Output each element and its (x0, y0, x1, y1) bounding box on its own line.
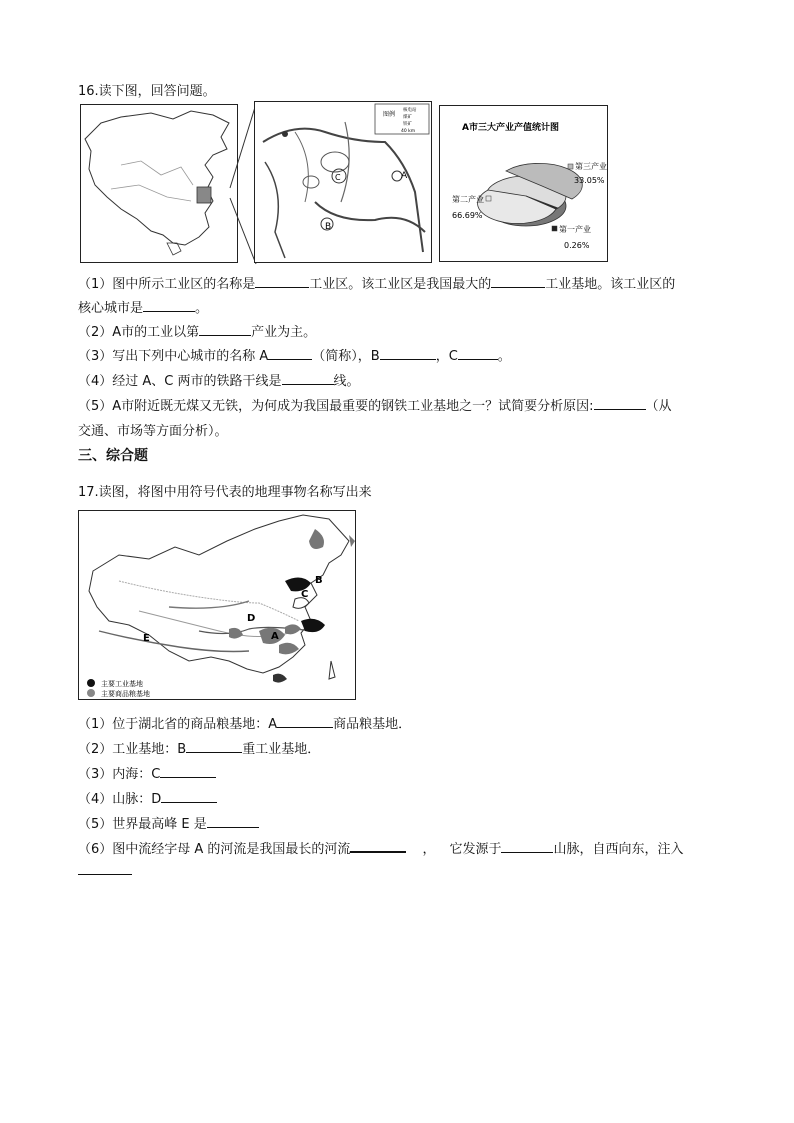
q17-4a: （4）山脉：D (78, 792, 162, 807)
q16-5a: （5）A市附近既无煤又无铁，为何成为我国最重要的钢铁工业基地之一？试简要分析原因: (78, 399, 594, 414)
q16-title: 16.读下图，回答问题。 (78, 84, 216, 99)
pie-chart-figure (439, 105, 608, 262)
legend-item-2: 煤矿 (403, 115, 412, 120)
q16-line-1 (78, 273, 675, 292)
answer-blank[interactable] (199, 323, 251, 336)
q16-1e: 。 (195, 301, 209, 316)
q17-line-7 (78, 862, 132, 879)
answer-blank[interactable] (491, 275, 545, 288)
answer-blank[interactable] (458, 347, 498, 360)
answer-blank[interactable] (186, 740, 242, 753)
legend-first: 第一产业 (559, 225, 591, 234)
value-third: 33.05% (574, 176, 605, 185)
legend-industry: 主要工业基地 (101, 680, 143, 688)
q16-line-4 (78, 345, 511, 364)
q16-line-3 (78, 321, 316, 340)
answer-blank[interactable] (160, 765, 216, 778)
answer-blank[interactable] (282, 372, 334, 385)
label-c: C (335, 173, 341, 182)
q17-line-5 (78, 813, 259, 832)
legend-third: 第三产业 (575, 162, 607, 171)
q17-6c: 它发源于 (449, 842, 502, 857)
q17-3a: （3）内海：C (78, 767, 161, 782)
q16-5c: 交通、市场等方面分析）。 (78, 424, 228, 439)
q16-line-5 (78, 370, 360, 389)
q16-2b: 产业为主。 (251, 325, 317, 340)
q16-1a: （1）图中所示工业区的名称是 (78, 277, 256, 292)
q16-line-7 (78, 420, 228, 439)
q17-2a: （2）工业基地：B (78, 742, 187, 757)
china-resource-map (78, 510, 356, 700)
legend-item-1: 核电站 (403, 108, 417, 113)
value-second: 66.69% (452, 211, 483, 220)
q16-5b: （从 (645, 399, 672, 414)
answer-blank[interactable] (277, 715, 333, 728)
q17-line-2 (78, 738, 320, 757)
q16-1b: 工业区。该工业区是我国最大的 (309, 277, 492, 292)
q16-4b: 线。 (333, 374, 360, 389)
q17-line-4 (78, 788, 217, 807)
q16-3b: （简称），B (312, 349, 380, 364)
q17-line-6 (78, 838, 683, 857)
answer-blank[interactable] (207, 815, 259, 828)
legend-title: 图例 (383, 111, 396, 118)
answer-blank[interactable] (380, 347, 436, 360)
q17-title: 17.读图，将图中用符号代表的地理事物名称写出来 (78, 485, 372, 500)
legend-item-3: 铁矿 (403, 122, 412, 127)
answer-blank[interactable] (255, 275, 309, 288)
q16-1d: 核心城市是 (78, 301, 144, 316)
scale-label: 40 km (401, 129, 416, 134)
section-heading: 三、综合题 (78, 448, 148, 464)
q17-line-3 (78, 763, 216, 782)
q16-3c: ，C (435, 349, 458, 364)
value-first: 0.26% (564, 241, 590, 250)
china-map-figure (80, 104, 238, 263)
q17-1a: （1）位于湖北省的商品粮基地：A (78, 717, 278, 732)
q17-1b: 商品粮基地． (333, 717, 412, 732)
q16-2a: （2）A市的工业以第 (78, 325, 200, 340)
q16-line-6 (78, 395, 672, 414)
q17-line-1 (78, 713, 411, 732)
q16-line-2 (78, 297, 208, 316)
q17-2b: 重工业基地． (242, 742, 321, 757)
answer-blank[interactable] (78, 862, 132, 875)
label-a: A (401, 171, 408, 181)
q16-3d: 。 (497, 349, 511, 364)
inset-map-figure (254, 101, 432, 263)
q17-6d: 山脉，自西向东，注入 (553, 842, 684, 857)
map-label-e: E (143, 633, 150, 644)
answer-blank[interactable] (143, 299, 195, 312)
map-label-c: C (301, 589, 309, 600)
q17-6a: （6）图中流经字母 A 的河流是我国最长的河流 (78, 842, 351, 857)
q17-5a: （5）世界最高峰 E 是 (78, 817, 207, 832)
q17-6b: ， (422, 842, 436, 857)
answer-blank[interactable] (350, 839, 406, 853)
legend-second: 第二产业 (452, 195, 484, 204)
map-label-b: B (315, 575, 323, 586)
map-label-a: A (271, 631, 279, 642)
answer-blank[interactable] (501, 840, 553, 853)
pie-title: A市三大产业产值统计图 (462, 123, 559, 133)
label-b: B (325, 222, 332, 232)
answer-blank[interactable] (268, 347, 312, 360)
map-label-d: D (247, 613, 256, 624)
q16-3a: （3）写出下列中心城市的名称 A (78, 349, 269, 364)
q16-4a: （4）经过 A、C 两市的铁路干线是 (78, 374, 282, 389)
q16-1c: 工业基地。该工业区的 (545, 277, 676, 292)
answer-blank[interactable] (161, 790, 217, 803)
answer-blank[interactable] (594, 397, 646, 410)
legend-grain: 主要商品粮基地 (101, 690, 150, 698)
